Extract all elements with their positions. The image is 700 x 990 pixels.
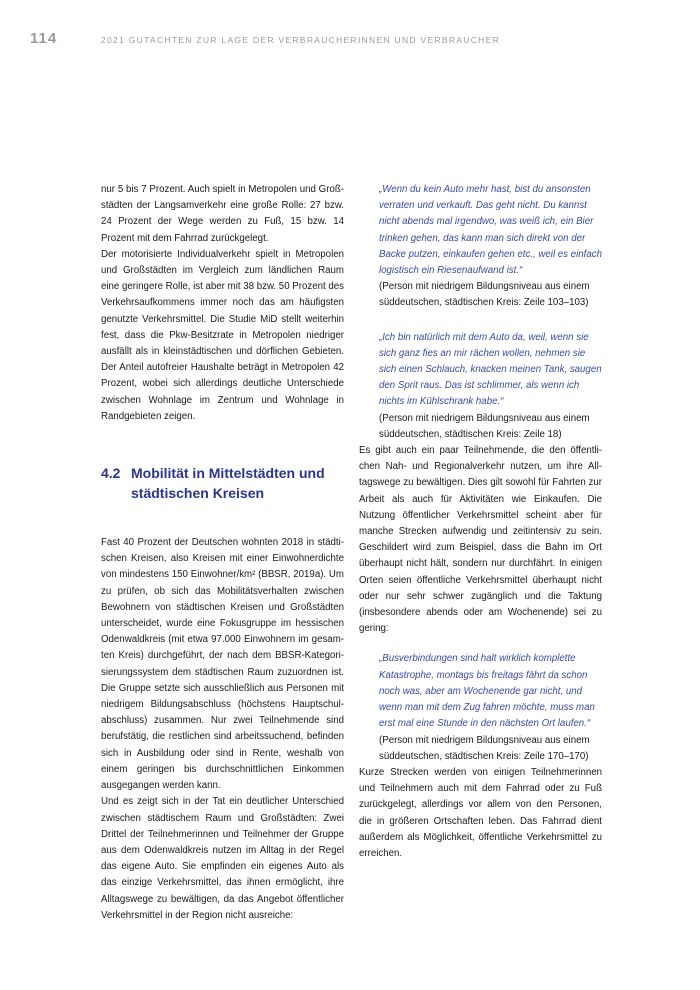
paragraph-short-distances: Kurze Strecken werden von einigen Teilnehmerinnen und Teilnehmern auch mit dem Fahrrad oder zu Fuß zurückgelegt, allerdings vor allem von den Personen, die in größeren Ortschaften leben. Das Fahrrad dient außerdem als Möglichkeit, öffentliche Verkehrsmittel zu erreichen. <box>359 766 602 859</box>
paragraph-public-transport: Es gibt auch ein paar Teilnehmende, die den öffentlichen Nah- und Regionalverkehr nutzen, um ihre Alltagswege zu bewältigen. Dies gilt sowohl für Fahrten zur Arbeit als auch für Aktivitäten wie Einkaufen. Die Nutzung öffentlicher Verkehrsmittel scheint aber für manche Strecken aufwendig und zeitintensiv zu sein. Geschildert wird zum Beispiel, dass die Bahn im Ort überhaupt nicht hält, sondern nur durchfährt. In einigen Orten seien öffentliche Verkehrsmittel überhaupt nicht oder nur sehr schwer zugänglich und die Taktung (insbesondere abends oder am Wochenende) sei zu gering: <box>359 445 602 635</box>
quote-block-1 <box>379 182 602 312</box>
left-column <box>101 182 344 924</box>
quote-text-3: „Busverbindungen sind halt wirklich komplette Katastrophe, montags bis freitags fährt da schon noch was, aber am Wochenende gar nicht, und wenn man mit dem Zug fahren möchte, muss man erst mal eine Stunde in den nächsten Ort laufen.“ <box>379 653 595 730</box>
quote-block-2 <box>379 330 602 443</box>
quote-text-2: „Ich bin natürlich mit dem Auto da, weil, wenn sie sich ganz fies an mir rächen wollen, nehmen sie sich einen Schlauch, knacken meinen Tank, saugen den Sprit raus. Das ist schlimmer, als wenn ich nichts im Kühlschrank habe.“ <box>379 331 602 408</box>
section-title: Mobilität in Mittelstädten und städtischen Kreisen <box>131 465 325 502</box>
quote-source-2: (Person mit niedrigem Bildungsniveau aus einem süddeutschen, städtischen Kreis: Zeile 18) <box>379 412 590 440</box>
quote-source-1: (Person mit niedrigem Bildungsniveau aus einem süddeutschen, städtischen Kreis: Zeile 103–103) <box>379 281 590 309</box>
quote-block-3 <box>379 651 602 764</box>
page-number: 114 <box>30 30 58 47</box>
paragraph-motorized-traffic: Der motorisierte Individualverkehr spielt in Metropolen und Großstädten im Vergleich zum ländlichen Raum eine geringere Rolle, ist aber mit 38 bzw. 50 Prozent des Verkehrsaufkommens immer noch das am häufigsten genutzte Verkehrsmittel. Die Studie MiD stellt weiterhin fest, dass die Pkw-Besitzrate in Metropolen niedriger ausfällt als in kleinstädtischen und dörflichen Gebieten. Der Anteil autofreier Haushalte beträgt in Metropolen 42 Prozent, wobei sich allerdings deutliche Unterschiede zwischen Wohnlage im Zentrum und Wohnlage in Randgebieten zeigen. <box>101 248 344 422</box>
right-column <box>359 182 602 862</box>
paragraph-focus-group: Fast 40 Prozent der Deutschen wohnten 2018 in städtischen Kreisen, also Kreisen mit einer Einwohnerdichte von mindestens 150 Einwohner/km² (BBSR, 2019a). Um zu prüfen, ob sich das Mobilitätsverhalten zwischen Bewohnern von städtischen Kreisen und Großstädten unterscheidet, wurde eine Fokusgruppe im hessischen Odenwaldkreis (mit etwa 97.000 Einwohnern im gesamten Kreis) durchgeführt, der nach dem BBSR-Kategorisierungssystem dem städtischen Raum zuzuordnen ist. Die Gruppe setzte sich ausschließlich aus Personen mit niedrigem Bildungsabschluss (höchstens Hauptschulabschluss) zusammen. Nur zwei Teilnehmende sind berufstätig, die restlichen sind arbeitssuchend, befinden sich in Ausbildung oder sind in Rente, weshalb von einem geringen bis durchschnittlichen Einkommen ausgegangen werden kann. <box>101 537 344 792</box>
section-number: 4.2 <box>101 465 121 482</box>
quote-source-3: (Person mit niedrigem Bildungsniveau aus einem süddeutschen, städtischen Kreis: Zeile 170–170) <box>379 734 590 762</box>
running-title: 2021 GUTACHTEN ZUR LAGE DER VERBRAUCHERINNEN UND VERBRAUCHER <box>101 35 501 45</box>
paragraph-difference: Und es zeigt sich in der Tat ein deutlicher Unterschied zwischen städtischem Raum und Großstädten: Zwei Drittel der Teilnehmerinnen und Teilnehmer der Gruppe aus dem Odenwaldkreis nutzen im Alltag in der Regel das eigene Auto. Sie empfinden ein eigenes Auto als das einzige Verkehrsmittel, das ihnen ermöglicht, ihre Alltagswege zu bewältigen, da das Angebot öffentlicher Verkehrsmittel in der Region nicht ausreiche: <box>101 796 344 921</box>
page-header <box>30 30 670 50</box>
section-heading <box>101 463 344 503</box>
paragraph-modal-split: nur 5 bis 7 Prozent. Auch spielt in Metropolen und Großstädten der Langsamverkehr eine große Rolle: 27 bzw. 24 Prozent der Wege werden zu Fuß, 15 bzw. 14 Prozent mit dem Fahrrad zurückgelegt. <box>101 184 344 244</box>
quote-text-1: „Wenn du kein Auto mehr hast, bist du ansonsten verraten und verkauft. Das geht nicht. Du kannst nicht abends mal irgendwo, was weiß ich, ein Bier trinken gehen, das kann man sich direkt von der Backe putzen, einkaufen gehen etc., weil es einfach logistisch ein Riesenaufwand ist.“ <box>379 184 602 277</box>
